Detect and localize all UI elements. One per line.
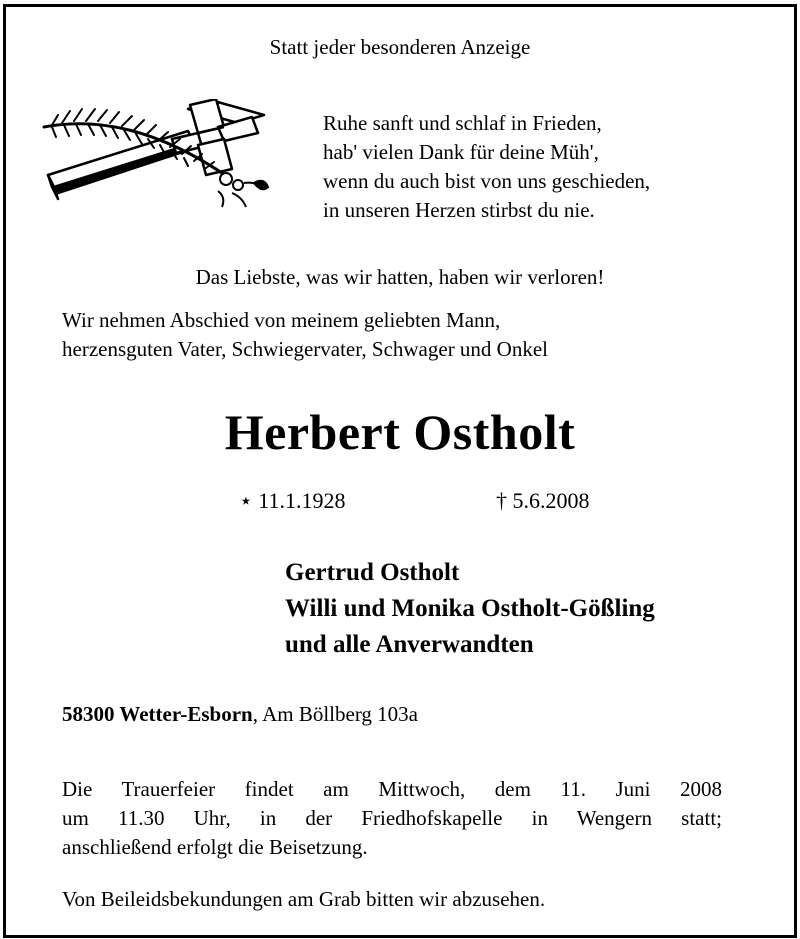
deceased-name: Herbert Ostholt	[224, 404, 576, 460]
mourner: Gertrud Ostholt	[285, 559, 460, 586]
intro-line: Wir nehmen Abschied von meinem geliebten Mann,	[62, 308, 501, 332]
funeral-service-info	[62, 775, 722, 862]
birth-date: ⋆ 11.1.1928	[239, 488, 346, 513]
notice-header: Statt jeder besonderen Anzeige	[269, 35, 531, 59]
service-line: um 11.30 Uhr, in der Friedhofskapelle in Wengern statt;	[62, 806, 722, 830]
obituary-notice	[3, 4, 797, 938]
service-line: Die Trauerfeier findet am Mittwoch, dem 11. Juni 2008	[62, 777, 722, 801]
farewell-intro	[62, 306, 548, 364]
address	[62, 702, 418, 727]
verse-line: Ruhe sanft und schlaf in Frieden,	[323, 111, 602, 135]
cross-with-palm-branch-icon	[38, 99, 274, 215]
condolence-note: Von Beileidsbekundungen am Grab bitten wir abzusehen.	[62, 887, 546, 911]
mourner: Willi und Monika Ostholt-Gößling	[285, 595, 655, 622]
address-street: , Am Böllberg 103a	[252, 702, 419, 726]
mourner: und alle Anverwandten	[285, 631, 534, 658]
verse-line: wenn du auch bist von uns geschieden,	[323, 169, 651, 193]
mourners-list	[285, 555, 655, 663]
loss-statement: Das Liebste, was wir hatten, haben wir verloren!	[195, 265, 605, 289]
verse-line: in unseren Herzen stirbst du nie.	[323, 198, 595, 222]
intro-line: herzensguten Vater, Schwiegervater, Schwager und Onkel	[62, 337, 549, 361]
verse	[323, 109, 650, 225]
death-date: † 5.6.2008	[496, 488, 590, 513]
verse-line: hab' vielen Dank für deine Müh',	[323, 140, 599, 164]
service-line: anschließend erfolgt die Beisetzung.	[62, 835, 368, 859]
address-city: 58300 Wetter-Esborn	[62, 702, 253, 726]
